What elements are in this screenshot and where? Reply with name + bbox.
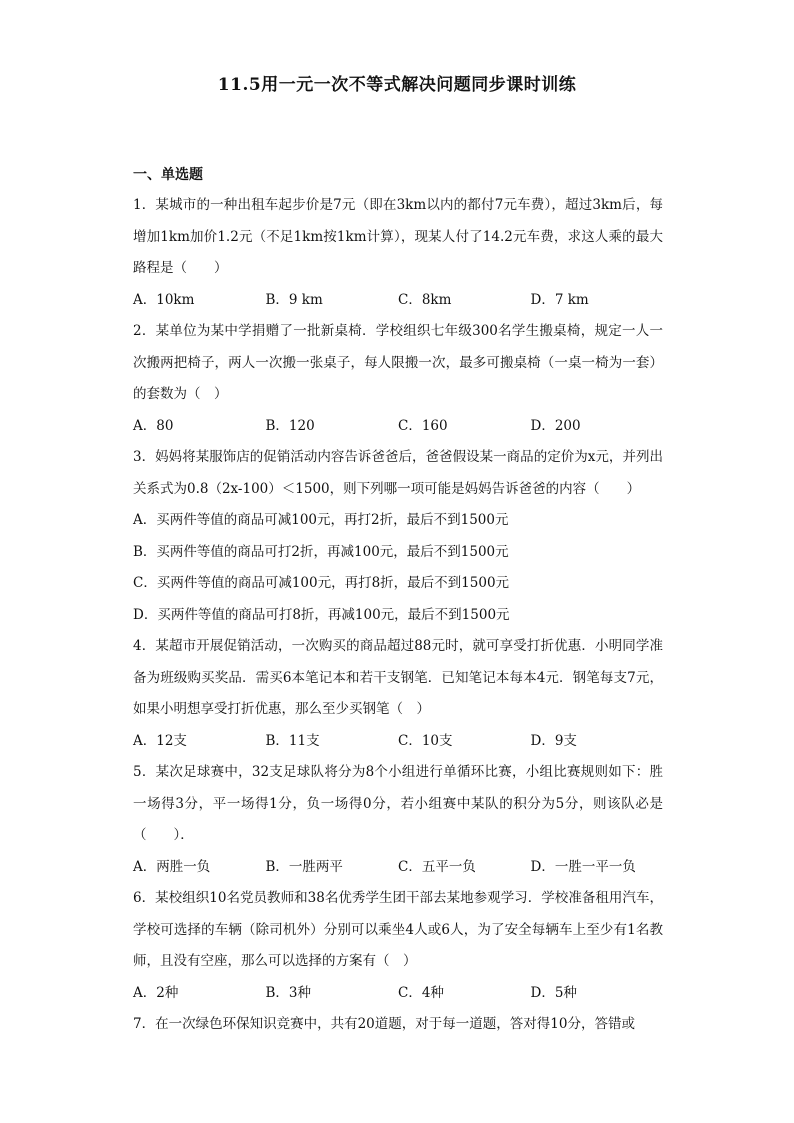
- option-a: A．买两件等值的商品可减100元，再打2折，最后不到1500元: [133, 512, 509, 528]
- option-row: [133, 285, 663, 317]
- option-b: B．一胜两平: [265, 858, 343, 875]
- question-stem: 7．在一次绿色环保知识竞赛中，共有20道题，对于每一道题，答对得10分，答错或: [133, 1016, 635, 1032]
- option-d: D．9支: [530, 732, 577, 749]
- question-stem: 6．某校组织10名党员教师和38名优秀学生团干部去某地参观学习．学校准备租用汽车，学校可选择的车辆（除司机外）分别可以乘坐4人或6人，为了安全每辆车上至少有1名教师，且没有空座，那么可以选择的方案有（ ）: [133, 890, 663, 969]
- option-b: B．9 km: [265, 291, 323, 308]
- question-stem: 2．某单位为某中学捐赠了一批新桌椅．学校组织七年级300名学生搬桌椅，规定一人一次搬两把椅子，两人一次搬一张桌子，每人限搬一次，最多可搬桌椅（一桌一椅为一套）的套数为（ ）: [133, 323, 663, 402]
- option-b: B．买两件等值的商品可打2折，再减100元，最后不到1500元: [133, 543, 509, 560]
- option-a: A．12支: [133, 732, 187, 749]
- option-d: D．200: [530, 417, 581, 434]
- question-3: [133, 442, 663, 631]
- option-c: C．4种: [398, 984, 444, 1001]
- option-d: D．买两件等值的商品可打8折，再减100元，最后不到1500元: [133, 606, 510, 623]
- option-row: [133, 978, 663, 1010]
- option-c: C．8km: [398, 291, 452, 308]
- question-stem: 1．某城市的一种出租车起步价是7元（即在3km以内的都付7元车费），超过3km后，每增加1km加价1.2元（不足1km按1km计算），现某人付了14.2元车费，求这人乘的最大路程是（ ）: [133, 197, 663, 276]
- question-7: [133, 1009, 663, 1041]
- option-c: C．10支: [398, 732, 453, 749]
- option-a: A．两胜一负: [133, 858, 211, 875]
- option-d: D．7 km: [530, 291, 589, 308]
- option-a: A．10km: [133, 291, 195, 308]
- option-a: A．2种: [133, 984, 179, 1001]
- question-stem: 5．某次足球赛中，32支足球队将分为8个小组进行单循环比赛，小组比赛规则如下：胜一场得3分，平一场得1分，负一场得0分，若小组赛中某队的积分为5分，则该队必是（ ）．: [133, 764, 663, 843]
- question-1: [133, 190, 663, 316]
- question-5: [133, 757, 663, 883]
- question-stem: 4．某超市开展促销活动，一次购买的商品超过88元时，就可享受打折优惠．小明同学准备为班级购买奖品．需买6本笔记本和若干支钢笔．已知笔记本每本4元．钢笔每支7元，如果小明想享受打折优惠，那么至少买钢笔（ ）: [133, 638, 663, 717]
- question-stem: 3．妈妈将某服饰店的促销活动内容告诉爸爸后，爸爸假设某一商品的定价为x元，并列出关系式为0.8（2x-100）＜1500，则下列哪一项可能是妈妈告诉爸爸的内容（ ）: [133, 449, 663, 497]
- option-d: D．一胜一平一负: [530, 858, 636, 875]
- option-b: B．120: [265, 417, 315, 434]
- option-a: A．80: [133, 417, 174, 434]
- question-4: [133, 631, 663, 757]
- option-b: B．11支: [265, 732, 320, 749]
- option-row: [133, 852, 663, 884]
- option-b: B．3种: [265, 984, 312, 1001]
- question-list: [133, 190, 663, 1041]
- page-title: 11.5用一元一次不等式解决问题同步课时训练: [217, 75, 577, 95]
- option-row: [133, 726, 663, 758]
- option-row: [133, 411, 663, 443]
- question-2: [133, 316, 663, 442]
- option-c: C．五平一负: [398, 858, 476, 875]
- option-c: C．160: [398, 417, 448, 434]
- question-6: [133, 883, 663, 1009]
- option-d: D．5种: [530, 984, 577, 1001]
- option-c: C．买两件等值的商品可减100元，再打8折，最后不到1500元: [133, 575, 510, 591]
- section-heading: 一、单选题: [133, 167, 203, 183]
